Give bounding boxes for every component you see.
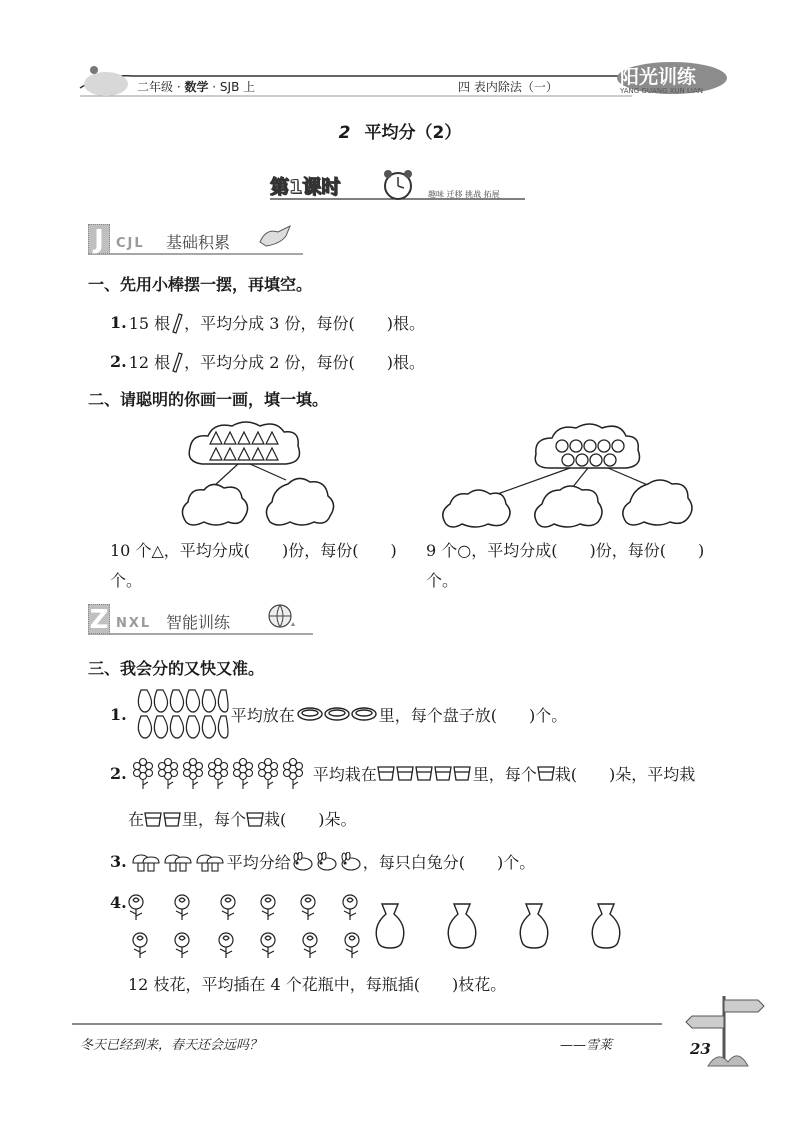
pear-group-icon bbox=[133, 686, 229, 742]
footer-author: ——雪莱 bbox=[560, 1038, 613, 1053]
globe-icon bbox=[264, 602, 298, 632]
question-3-item-2-line-2: 在 里，每个 栽( )朵。 bbox=[128, 810, 357, 829]
section-name: 智能训练 bbox=[166, 613, 231, 632]
session-sub: 趣味 迁移 挑战 拓展 bbox=[428, 190, 500, 199]
session-underline bbox=[270, 196, 530, 202]
question-1-title: 一、先用小棒摆一摆，再填空。 bbox=[88, 275, 313, 294]
stick-icon bbox=[170, 351, 184, 373]
question-3-item-2: 2. 平均栽在 里，每个 栽( )朵，平均栽 bbox=[110, 757, 695, 789]
signpost-icon bbox=[678, 990, 768, 1070]
section-code: NXL bbox=[116, 616, 152, 631]
header-chapter: 四 表内除法（一） bbox=[458, 80, 558, 94]
pot-group-icon bbox=[144, 809, 182, 829]
brand-pinyin: YANG GUANG XUN LIAN bbox=[620, 87, 703, 95]
plate-group-icon bbox=[297, 704, 377, 724]
question-2-title: 二、请聪明的你画一画，填一填。 bbox=[88, 390, 329, 409]
page-number: 23 bbox=[690, 1040, 711, 1058]
cloud-diagram-circles bbox=[440, 418, 700, 530]
flower-group-icon bbox=[133, 757, 313, 789]
pot-icon bbox=[537, 763, 555, 783]
brand-logo: 阳光训练 bbox=[620, 66, 697, 88]
question-1-item-2: 2. 12 根 ，平均分成 2 份，每份( )根。 bbox=[110, 352, 425, 372]
question-3-item-3: 3. 平均分给 ，每只白兔分( )个。 bbox=[110, 852, 536, 872]
rabbit-group-icon bbox=[291, 852, 363, 872]
section-basic-banner bbox=[88, 224, 308, 258]
question-3-title: 三、我会分的又快又准。 bbox=[88, 659, 265, 678]
question-1-item-1: 1. 15 根 ，平均分成 3 份，每份( )根。 bbox=[110, 313, 425, 333]
section-name: 基础积累 bbox=[166, 233, 231, 252]
question-3-item-1: 1. 平均放在 里，每个盘子放( )个。 bbox=[110, 686, 567, 742]
vase-group-icon bbox=[370, 902, 640, 950]
header-grade: 二年级 · 数学 · SJB 上 bbox=[137, 80, 256, 94]
session-badge bbox=[270, 172, 340, 199]
session-label: 第1课时 bbox=[270, 176, 341, 198]
section-smart-banner bbox=[88, 604, 318, 638]
section-letter: J bbox=[88, 224, 110, 254]
question-3-item-4-text: 12 枝花，平均插在 4 个花瓶中，每瓶插( )枝花。 bbox=[128, 975, 507, 994]
cloud-diagram-triangles bbox=[180, 418, 340, 530]
footer-rule bbox=[72, 1020, 732, 1028]
section-letter: Z bbox=[89, 605, 109, 635]
section-code: CJL bbox=[116, 236, 145, 251]
pot-group-icon bbox=[377, 763, 473, 783]
question-3-item-4-number: 4. bbox=[110, 893, 127, 912]
lesson-title: 2 平均分（2） bbox=[338, 123, 462, 143]
question-2-left-text: 10 个△，平均分成( )份，每份( ) 个。 bbox=[110, 541, 397, 590]
pot-icon bbox=[246, 809, 264, 829]
hand-pointer-icon bbox=[256, 220, 296, 250]
stick-icon bbox=[170, 312, 184, 334]
mushroom-group-icon bbox=[131, 851, 227, 873]
footer-quote: 冬天已经到来，春天还会远吗？ bbox=[80, 1038, 263, 1053]
rose-group-icon bbox=[126, 890, 376, 964]
question-2-right-text: 9 个○，平均分成( )份，每份( ) 个。 bbox=[426, 541, 705, 590]
